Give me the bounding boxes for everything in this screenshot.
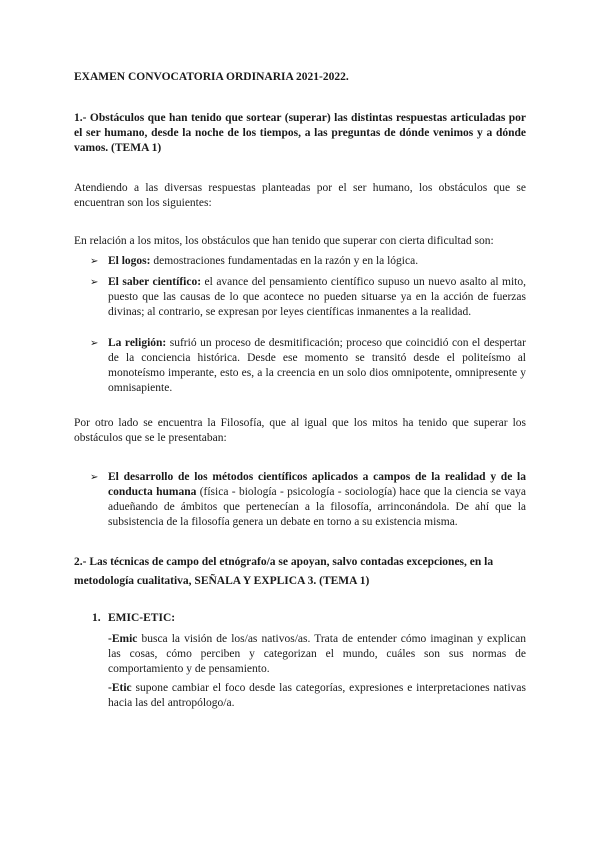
- exam-title: EXAMEN CONVOCATORIA ORDINARIA 2021-2022.: [74, 71, 349, 83]
- bullet-text: [108, 470, 526, 530]
- bullet-term: El saber científico:: [108, 276, 202, 288]
- bullet-term: El desarrollo de los métodos científicos aplicados a campos de la realidad y de la conducta humana: [108, 471, 526, 498]
- arrow-bullet-icon: ➢: [90, 256, 99, 267]
- etic-term: -Etic: [108, 682, 132, 694]
- bullet-body: el avance del pensamiento científico supuso un nuevo asalto al mito, puesto que las causas de lo que acontece no pueden situarse ya en la acción de fuerzas divinas; al contrario, se expresan por leyes científicas inmanentes a la realidad.: [108, 276, 526, 318]
- bullet-body: demostraciones fundamentadas en la razón y en la lógica.: [150, 255, 419, 267]
- emic-text: busca la visión de los/as nativos/as. Trata de entender cómo imaginan y explican las cosas, cómo perciben y categorizan el mundo, cuáles son sus normas de comportamiento y de pensamiento.: [108, 633, 526, 675]
- arrow-bullet-icon: ➢: [90, 472, 99, 483]
- myths-intro: En relación a los mitos, los obstáculos que han tenido que superar con cierta dificultad son:: [74, 235, 494, 247]
- bullet-metodos-cientificos: [90, 470, 526, 530]
- question-1-heading: 1.- Obstáculos que han tenido que sortear (superar) las distintas respuestas articuladas por el ser humano, desde la noche de los tiempos, a las preguntas de dónde venimos y a dónde vamos. (TEMA 1): [74, 112, 526, 154]
- bullet-text: [108, 275, 526, 320]
- item-1-heading: [92, 611, 175, 626]
- arrow-bullet-icon: ➢: [90, 338, 99, 349]
- emic-term: -Emic: [108, 633, 138, 645]
- bullet-religion: [90, 336, 526, 396]
- etic-text: supone cambiar el foco desde las categorías, expresiones e interpretaciones nativas hacia las del antropólogo/a.: [108, 682, 526, 709]
- bullet-body: sufrió un proceso de desmitificación; proceso que coincidió con el despertar de la conciencia histórica. Desde ese momento se transitó desde el politeísmo al monoteísmo imperante, esto es, a la creencia en un solo dios omnipotente, omnipresente y omnisapiente.: [108, 337, 526, 394]
- bullet-saber-cientifico: [90, 275, 526, 320]
- item-title: EMIC-ETIC:: [108, 612, 176, 624]
- question-2-heading: 2.- Las técnicas de campo del etnógrafo/a se apoyan, salvo contadas excepciones, en la metodología cualitativa, SEÑALA Y EXPLICA 3. (TEMA 1): [74, 556, 494, 587]
- bullet-term: El logos:: [108, 255, 151, 267]
- bullet-body: (física - biología - psicología - sociología) hace que la ciencia se vaya adueñando de ámbitos que pertenecían a la filosofía, arrinconándola. De ahí que la subsistencia de la filosofía genera un debate en torno a su existencia misma.: [108, 486, 526, 528]
- etic-paragraph: [108, 681, 526, 711]
- bullet-term: La religión:: [108, 337, 167, 349]
- bullet-logos: [90, 254, 526, 269]
- bullet-text: [108, 254, 526, 269]
- question-1-intro: Atendiendo a las diversas respuestas planteadas por el ser humano, los obstáculos que se encuentran son los siguientes:: [74, 182, 526, 209]
- item-number: 1.: [92, 612, 101, 624]
- philosophy-intro: Por otro lado se encuentra la Filosofía, que al igual que los mitos ha tenido que superar los obstáculos que se le presentaban:: [74, 417, 526, 444]
- arrow-bullet-icon: ➢: [90, 277, 99, 288]
- bullet-text: [108, 336, 526, 396]
- emic-paragraph: [108, 632, 526, 677]
